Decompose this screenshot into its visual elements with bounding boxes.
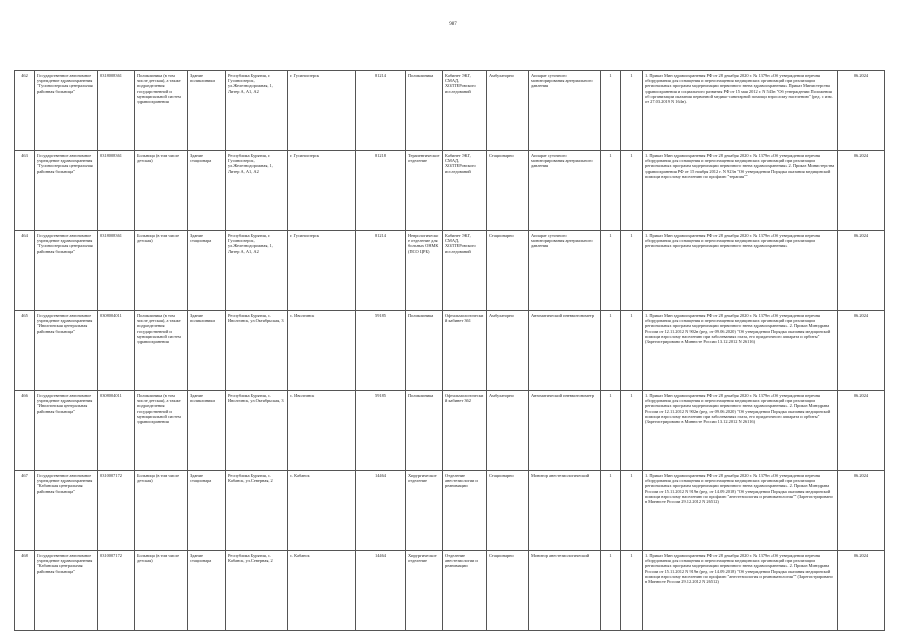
delivery-date-cell: 06.2024 <box>838 71 885 151</box>
care-conditions-cell: Стационарно <box>487 551 529 631</box>
address-cell: Республика Бурятия, с. Кабанск, ул.Северная, 2 <box>226 551 288 631</box>
organization-name-cell: Государственное автономное учреждение здравоохранения "Кабанская центральная районная больница" <box>35 471 98 551</box>
row-number-cell: 465 <box>15 311 35 391</box>
table-row <box>15 151 885 231</box>
address-cell: Республика Бурятия, г. Гусиноозерск, ул.Железнодорожная, 1, Литер А, А1, А2 <box>226 231 288 311</box>
address-cell: Республика Бурятия, с. Иволгинск, ул.Октябрьская, 3 <box>226 311 288 391</box>
locality-cell: г. Гусиноозерск <box>288 151 356 231</box>
unit-type-cell: Поликлиника (в том числе детская), а также подразделения государственной и муниципальной систем здравоохранения <box>135 391 188 471</box>
delivery-date-cell: 06.2024 <box>838 311 885 391</box>
care-conditions-cell: Стационарно <box>487 471 529 551</box>
quantity-required-cell: 1 <box>601 551 621 631</box>
address-cell: Республика Бурятия, г. Гусиноозерск, ул.Железнодорожная, 1, Литер А, А1, А2 <box>226 151 288 231</box>
building-type-cell: Здание стационара <box>188 231 226 311</box>
equipment-name-cell: Автоматический пневмотонометр <box>529 391 601 471</box>
department-cell: Хирургическое отделение <box>406 551 443 631</box>
equipment-name-cell: Аппарат суточного мониторирования артериального давления <box>529 71 601 151</box>
organization-name-cell: Государственное автономное учреждение здравоохранения "Гусиноозерская центральная районная больница" <box>35 71 98 151</box>
care-conditions-cell: Амбулаторно <box>487 391 529 471</box>
building-type-cell: Здание поликлиники <box>188 391 226 471</box>
quantity-planned-cell: 1 <box>621 151 643 231</box>
regulatory-basis-cell: 1. Приказ Мин здравоохранения РФ от 28 декабря 2020 г. № 1379н «Об утверждении перечня оборудования для оснащения и переоснащения медицинских организаций при реализации региональных программ модернизации первичного звена здравоохранения». 2. Приказ Минздрава России от 15.11.2012 N 919н (ред. от 14.09.2018) "Об утверждении Порядка оказания медицинской помощи взрослому населению по профилю "анестезиология и реаниматология"" (Зарегистрировано в Минюсте России 29.12.2012 N 26512) <box>643 471 838 551</box>
okato-code-cell: 59185 <box>356 311 406 391</box>
quantity-planned-cell: 1 <box>621 231 643 311</box>
okato-code-cell: 81214 <box>356 231 406 311</box>
department-cell: Поликлиника <box>406 391 443 471</box>
organization-code-cell: 0318008361 <box>98 151 135 231</box>
delivery-date-cell: 06.2024 <box>838 391 885 471</box>
equipment-name-cell: Аппарат суточного мониторирования артериального давления <box>529 231 601 311</box>
locality-cell: с. Кабанск <box>288 471 356 551</box>
locality-cell: с. Иволгинск <box>288 391 356 471</box>
care-conditions-cell: Амбулаторно <box>487 311 529 391</box>
address-cell: Республика Бурятия, с. Кабанск, ул.Северная, 2 <box>226 471 288 551</box>
address-cell: Республика Бурятия, г. Гусиноозерск, ул.Железнодорожная, 1, Литер А, А1, А2 <box>226 71 288 151</box>
locality-cell: г. Гусиноозерск <box>288 71 356 151</box>
room-cell: Офтальмологический кабинет 362 <box>443 391 487 471</box>
regulatory-basis-cell: 1. Приказ Мин здравоохранения РФ от 28 декабря 2020 г. № 1379н «Об утверждении перечня оборудования для оснащения и переоснащения медицинских организаций при реализации региональных программ модернизации первичного звена здравоохранения» <box>643 231 838 311</box>
unit-type-cell: Поликлиника (в том числе детская), а также подразделения государственной и муниципальной систем здравоохранения <box>135 311 188 391</box>
organization-code-cell: 0310007172 <box>98 471 135 551</box>
care-conditions-cell: Стационарно <box>487 151 529 231</box>
equipment-name-cell: Монитор анестезиологический <box>529 471 601 551</box>
row-number-cell: 467 <box>15 471 35 551</box>
delivery-date-cell: 06.2024 <box>838 231 885 311</box>
okato-code-cell: 59185 <box>356 391 406 471</box>
organization-name-cell: Государственное автономное учреждение здравоохранения "Гусиноозерская центральная районная больница" <box>35 151 98 231</box>
room-cell: Отделение анестезиологии и реанимации <box>443 471 487 551</box>
regulatory-basis-cell: 1. Приказ Мин здравоохранения РФ от 28 декабря 2020 г. № 1379н «Об утверждении перечня оборудования для оснащения и переоснащения медицинских организаций при реализации региональных программ модернизации первичного звена здравоохранения». 2. Приказ Минздрава России от 15.11.2012 N 919н (ред. от 14.09.2018) "Об утверждении Порядка оказания медицинской помощи взрослому населению по профилю "анестезиология и реаниматология"" (Зарегистрировано в Минюсте России 29.12.2012 N 26512) <box>643 551 838 631</box>
row-number-cell: 464 <box>15 231 35 311</box>
unit-type-cell: Поликлиника (в том числе детская), а также подразделения государственной и муниципальной систем здравоохранения <box>135 71 188 151</box>
equipment-name-cell: Аппарат суточного мониторирования артериального давления <box>529 151 601 231</box>
quantity-planned-cell: 1 <box>621 311 643 391</box>
quantity-required-cell: 1 <box>601 391 621 471</box>
regulatory-basis-cell: 1. Приказ Мин здравоохранения РФ от 28 декабря 2020 г. № 1379н «Об утверждении перечня оборудования для оснащения и переоснащения медицинских организаций при реализации региональных программ модернизации первичного звена здравоохранения». 2. Приказ Минздрава России от 12.11.2012 N 902н (ред. от 09.06.2020) "Об утверждении Порядка оказания медицинской помощи взрослому населению при заболеваниях глаза, его придаточного аппарата и орбиты" (Зарегистрировано в Минюсте России 13.12.2012 N 26116) <box>643 311 838 391</box>
quantity-required-cell: 1 <box>601 311 621 391</box>
organization-name-cell: Государственное автономное учреждение здравоохранения "Иволгинская центральная районная больница" <box>35 391 98 471</box>
table-row <box>15 391 885 471</box>
organization-code-cell: 0318008361 <box>98 231 135 311</box>
building-type-cell: Здание поликлиники <box>188 311 226 391</box>
organization-name-cell: Государственное автономное учреждение здравоохранения "Иволгинская центральная районная больница" <box>35 311 98 391</box>
table-row <box>15 551 885 631</box>
unit-type-cell: Больница (в том числе детская) <box>135 151 188 231</box>
organization-code-cell: 0308004011 <box>98 391 135 471</box>
quantity-planned-cell: 1 <box>621 471 643 551</box>
table-row <box>15 311 885 391</box>
organization-code-cell: 0318008361 <box>98 71 135 151</box>
regulatory-basis-cell: 1. Приказ Мин здравоохранения РФ от 28 декабря 2020 г. № 1379н «Об утверждении перечня оборудования для оснащения и переоснащения медицинских организаций при реализации региональных программ модернизации первичного звена здравоохранения» 2. Приказ Министерства здравоохранения РФ от 15 ноября 2012 г. N 923н "Об утверждении Порядка оказания медицинской помощи взрослому населению по профилю "терапия"" <box>643 151 838 231</box>
table-row <box>15 231 885 311</box>
row-number-cell: 468 <box>15 551 35 631</box>
care-conditions-cell: Стационарно <box>487 231 529 311</box>
unit-type-cell: Больница (в том числе детская) <box>135 471 188 551</box>
row-number-cell: 462 <box>15 71 35 151</box>
quantity-required-cell: 1 <box>601 471 621 551</box>
regulatory-basis-cell: 1. Приказ Мин здравоохранения РФ от 28 декабря 2020 г. № 1379н «Об утверждении перечня оборудования для оснащения и переоснащения медицинских организаций при реализации региональных программ модернизации первичного звена здравоохранения» Приказ Министерства здравоохранения и социального развития РФ от 15 мая 2012 г. N 543н "Об утверждении Положения об организации оказания первичной медико-санитарной помощи взрослому населению" (ред. с изм. от 27.03.2019 N 164н). <box>643 71 838 151</box>
quantity-required-cell: 1 <box>601 71 621 151</box>
table-row <box>15 471 885 551</box>
building-type-cell: Здание поликлиники <box>188 71 226 151</box>
room-cell: Отделение анестезиологии и реанимации <box>443 551 487 631</box>
locality-cell: с. Кабанск <box>288 551 356 631</box>
organization-code-cell: 0310007172 <box>98 551 135 631</box>
quantity-required-cell: 1 <box>601 231 621 311</box>
delivery-date-cell: 06.2024 <box>838 551 885 631</box>
building-type-cell: Здание стационара <box>188 471 226 551</box>
organization-name-cell: Государственное автономное учреждение здравоохранения "Гусиноозерская центральная районная больница" <box>35 231 98 311</box>
room-cell: Кабинет ЭКГ, СМАД, ХОЛТЕРовского исследований <box>443 71 487 151</box>
okato-code-cell: 81214 <box>356 71 406 151</box>
quantity-planned-cell: 1 <box>621 71 643 151</box>
unit-type-cell: Больница (в том числе детская) <box>135 551 188 631</box>
department-cell: Поликлиника <box>406 311 443 391</box>
department-cell: Терапевтическое отделение <box>406 151 443 231</box>
organization-name-cell: Государственное автономное учреждение здравоохранения "Кабанская центральная районная больница" <box>35 551 98 631</box>
room-cell: Кабинет ЭКГ, СМАД, ХОЛТЕРовского исследований <box>443 231 487 311</box>
department-cell: Хирургическое отделение <box>406 471 443 551</box>
care-conditions-cell: Амбулаторно <box>487 71 529 151</box>
delivery-date-cell: 06.2024 <box>838 471 885 551</box>
okato-code-cell: 14464 <box>356 551 406 631</box>
building-type-cell: Здание стационара <box>188 551 226 631</box>
locality-cell: г. Гусиноозерск <box>288 231 356 311</box>
regulatory-basis-cell: 1. Приказ Мин здравоохранения РФ от 28 декабря 2020 г. № 1379н «Об утверждении перечня оборудования для оснащения и переоснащения медицинских организаций при реализации региональных программ модернизации первичного звена здравоохранения». 2. Приказ Минздрава России от 12.11.2012 N 902н (ред. от 09.06.2020) "Об утверждении Порядка оказания медицинской помощи взрослому населению при заболеваниях глаза, его придаточного аппарата и орбиты" (Зарегистрировано в Минюсте России 13.12.2012 N 26116) <box>643 391 838 471</box>
equipment-name-cell: Монитор анестезиологический <box>529 551 601 631</box>
table-row <box>15 71 885 151</box>
unit-type-cell: Больница (в том числе детская) <box>135 231 188 311</box>
okato-code-cell: 81218 <box>356 151 406 231</box>
equipment-name-cell: Автоматический пневмотонометр <box>529 311 601 391</box>
department-cell: Неврологическое отделение для больных ОНМК (ПСО ЦРБ) <box>406 231 443 311</box>
quantity-planned-cell: 1 <box>621 391 643 471</box>
row-number-cell: 463 <box>15 151 35 231</box>
address-cell: Республика Бурятия, с. Иволгинск, ул.Октябрьская, 3 <box>226 391 288 471</box>
building-type-cell: Здание стационара <box>188 151 226 231</box>
delivery-date-cell: 06.2024 <box>838 151 885 231</box>
okato-code-cell: 14464 <box>356 471 406 551</box>
organization-code-cell: 0308004011 <box>98 311 135 391</box>
room-cell: Офтальмологический кабинет 361 <box>443 311 487 391</box>
room-cell: Кабинет ЭКГ, СМАД, ХОЛТЕРовского исследований <box>443 151 487 231</box>
equipment-register-table <box>14 70 885 631</box>
row-number-cell: 466 <box>15 391 35 471</box>
page-number: 987 <box>449 22 457 27</box>
quantity-required-cell: 1 <box>601 151 621 231</box>
locality-cell: с. Иволгинск <box>288 311 356 391</box>
department-cell: Поликлиника <box>406 71 443 151</box>
quantity-planned-cell: 1 <box>621 551 643 631</box>
